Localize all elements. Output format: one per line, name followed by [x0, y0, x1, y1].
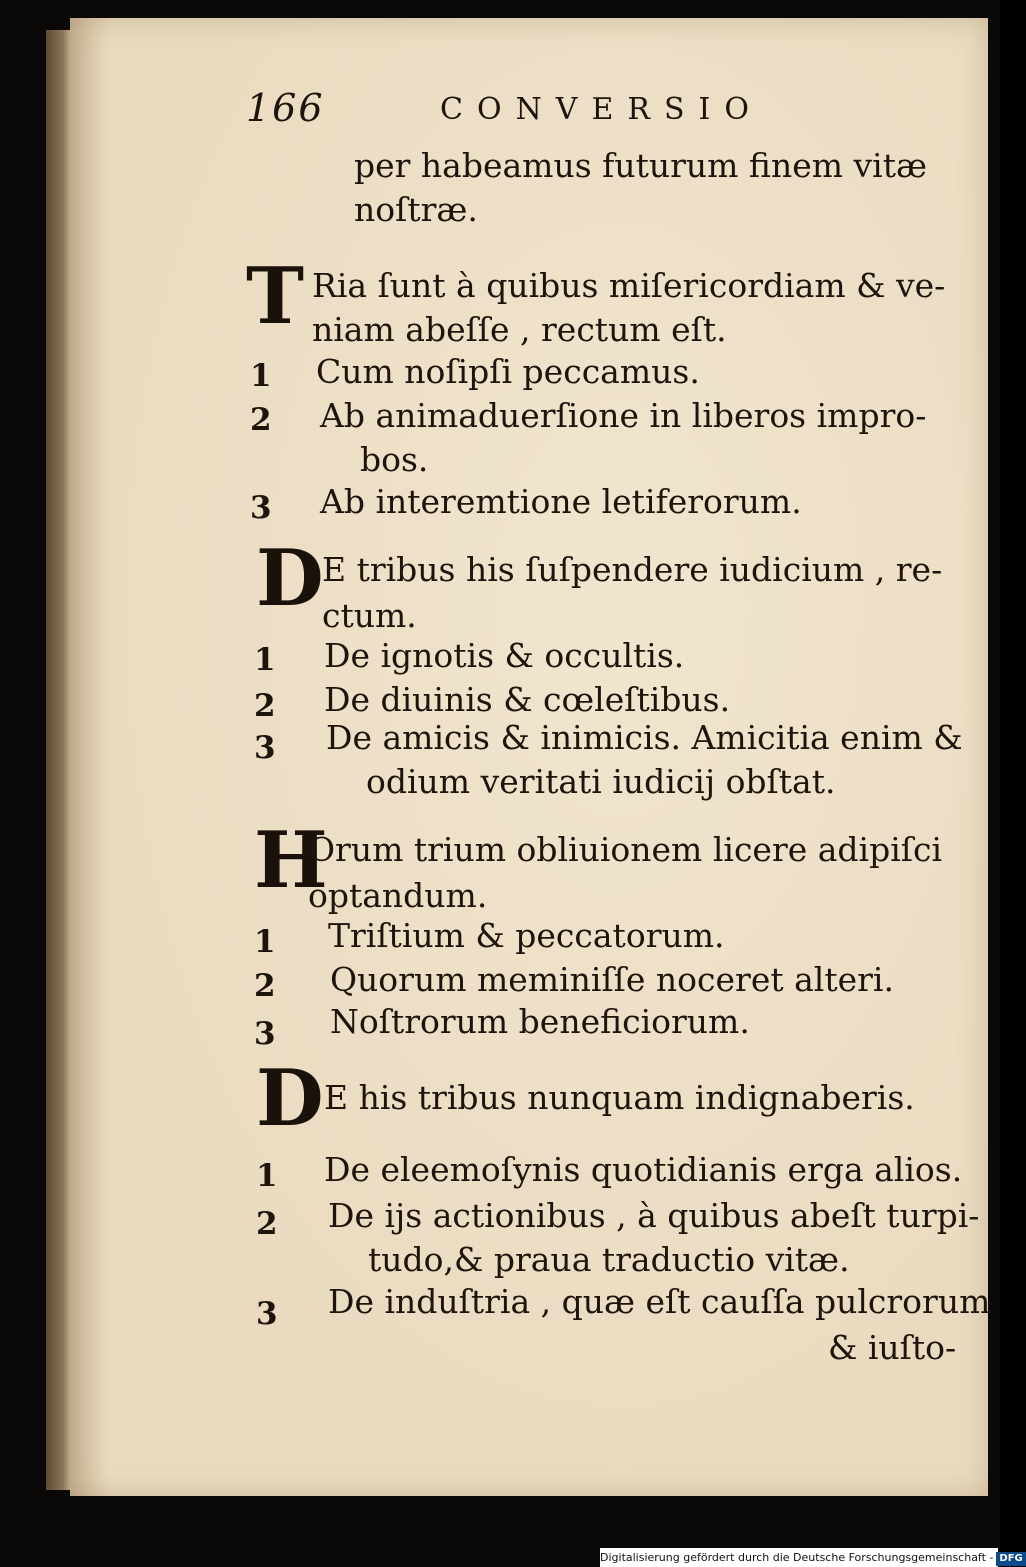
dfg-logo-icon: DFG — [996, 1552, 1025, 1566]
item-line: Cum noſipſi peccamus. — [316, 352, 700, 391]
item-number: 3 — [254, 1016, 276, 1052]
heading-line: optandum. — [308, 876, 488, 915]
item-line: De eleemoſynis quotidianis erga alios. — [324, 1150, 963, 1189]
item-line: De induſtria , quæ eſt cauſſa pulcrorum — [328, 1282, 991, 1321]
item-number: 2 — [254, 688, 276, 724]
footer-text: Digitalisierung gefördert durch die Deutsche Forschungsgemeinschaft - — [600, 1551, 994, 1564]
item-line: bos. — [360, 440, 429, 479]
item-line: Triſtium & peccatorum. — [328, 916, 725, 955]
item-number: 2 — [250, 402, 272, 438]
item-line: & iuſto- — [828, 1328, 957, 1367]
item-number: 3 — [254, 730, 276, 766]
drop-initial: D — [256, 533, 324, 624]
digitization-footer — [600, 1548, 1023, 1567]
item-number: 2 — [256, 1206, 278, 1242]
item-line: Ab interemtione letiferorum. — [320, 482, 802, 521]
heading-line: Orum trium obliuionem licere adipiſci — [308, 830, 943, 869]
drop-initial: D — [256, 1053, 324, 1144]
heading-line: ctum. — [322, 596, 417, 635]
item-line: Quorum meminiſſe noceret alteri. — [330, 960, 894, 999]
text-line: per habeamus futurum finem vitæ — [354, 146, 927, 185]
item-line: De ignotis & occultis. — [324, 636, 685, 675]
item-line: Noſtrorum beneficiorum. — [330, 1002, 750, 1041]
heading-line: E his tribus nunquam indignaberis. — [324, 1078, 915, 1117]
book-page — [70, 18, 991, 1496]
item-line: De amicis & inimicis. Amicitia enim & — [326, 718, 963, 757]
item-line: De ijs actionibus , à quibus abeſt turpi- — [328, 1196, 980, 1235]
item-line: De diuinis & cœleſtibus. — [324, 680, 731, 719]
heading-line: Ria ſunt à quibus miſericordiam & ve- — [312, 266, 946, 305]
drop-initial: H — [254, 815, 328, 906]
page-number: 166 — [246, 86, 325, 130]
heading-line: E tribus his ſuſpendere iudicium , re- — [322, 550, 943, 589]
drop-initial: T — [246, 251, 305, 342]
item-number: 1 — [256, 1158, 278, 1194]
text-line: noſtræ. — [354, 190, 478, 229]
item-number: 1 — [250, 358, 272, 394]
item-number: 1 — [254, 642, 276, 678]
item-number: 3 — [250, 490, 272, 526]
item-line: tudo,& praua traductio vitæ. — [368, 1240, 850, 1279]
item-number: 2 — [254, 968, 276, 1004]
page-header — [70, 86, 988, 136]
item-line: odium veritati iudicij obſtat. — [366, 762, 836, 801]
item-number: 3 — [256, 1296, 278, 1332]
item-number: 1 — [254, 924, 276, 960]
heading-line: niam abeſſe , rectum eſt. — [312, 310, 727, 349]
running-head: CONVERSIO — [440, 92, 763, 127]
item-line: Ab animaduerſione in liberos impro- — [320, 396, 927, 435]
